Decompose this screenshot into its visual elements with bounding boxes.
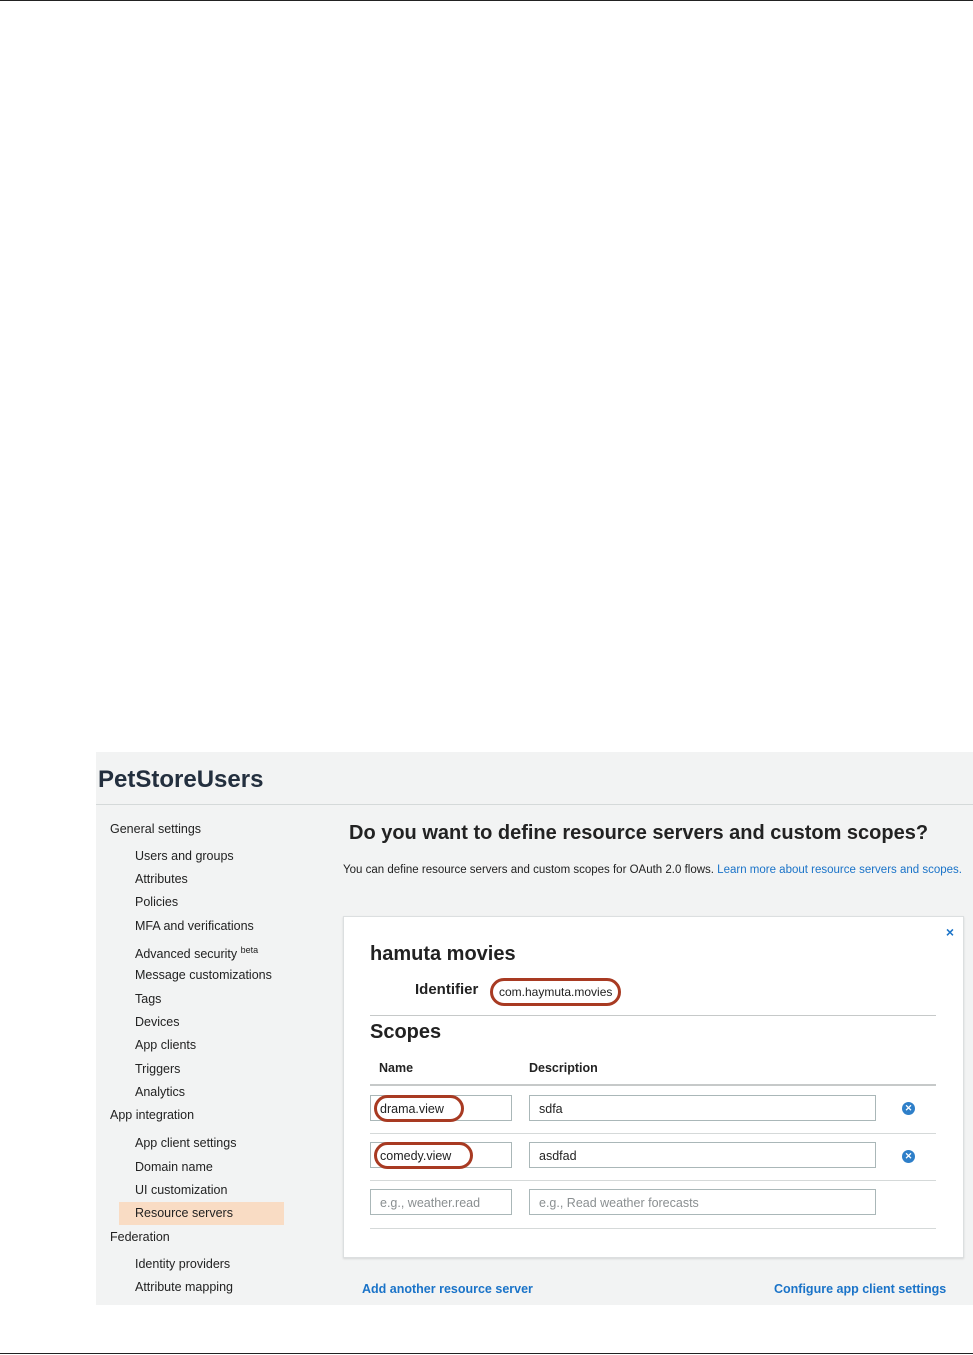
- header-divider: [96, 804, 973, 805]
- column-header-description: Description: [529, 1061, 598, 1075]
- sidebar-item-ui-customization[interactable]: UI customization: [135, 1183, 228, 1197]
- remove-scope-icon[interactable]: ✕: [902, 1150, 915, 1163]
- identifier-label: Identifier: [415, 981, 479, 998]
- close-icon[interactable]: ×: [945, 924, 954, 940]
- resource-server-card: [343, 916, 964, 1258]
- row-divider: [370, 1228, 936, 1229]
- user-pool-title: PetStoreUsers: [98, 766, 264, 793]
- sidebar-item-app-clients[interactable]: App clients: [135, 1038, 197, 1052]
- sidebar-item-attribute-mapping[interactable]: Attribute mapping: [135, 1280, 233, 1294]
- sidebar-item-resource-servers[interactable]: Resource servers: [135, 1206, 233, 1220]
- add-resource-server-link[interactable]: Add another resource server: [362, 1282, 533, 1296]
- document-top-rule: [0, 0, 973, 1]
- remove-scope-icon[interactable]: ✕: [902, 1102, 915, 1115]
- sidebar-item-advanced-security-label: Advanced security: [135, 947, 238, 962]
- sidebar-section-app-integration[interactable]: App integration: [110, 1108, 195, 1122]
- sidebar-item-app-client-settings[interactable]: App client settings: [135, 1136, 237, 1150]
- column-header-name: Name: [379, 1061, 414, 1075]
- sidebar-section-general-settings[interactable]: General settings: [110, 822, 202, 836]
- sidebar-item-policies[interactable]: Policies: [135, 895, 179, 909]
- cognito-console-screenshot: [96, 752, 973, 1305]
- sidebar-item-advanced-security[interactable]: [135, 945, 258, 961]
- row-divider: [370, 1180, 936, 1181]
- intro-text: You can define resource servers and custom scopes for OAuth 2.0 flows.: [343, 864, 714, 876]
- new-scope-description-input[interactable]: e.g., Read weather forecasts: [529, 1189, 876, 1215]
- beta-badge: beta: [240, 945, 259, 955]
- table-header-rule: [370, 1084, 936, 1086]
- scope-description-input[interactable]: sdfa: [529, 1095, 876, 1121]
- sidebar-item-tags[interactable]: Tags: [135, 992, 162, 1006]
- identifier-divider: [370, 1015, 936, 1016]
- sidebar-item-users-and-groups[interactable]: Users and groups: [135, 849, 234, 863]
- sidebar-item-attributes[interactable]: Attributes: [135, 872, 188, 886]
- scopes-heading: Scopes: [370, 1021, 442, 1043]
- intro-paragraph: [343, 862, 963, 878]
- sidebar-item-message-customizations[interactable]: Message customizations: [135, 968, 272, 982]
- identifier-value: com.haymuta.movies: [490, 978, 621, 1006]
- sidebar-item-mfa[interactable]: MFA and verifications: [135, 919, 254, 933]
- row-divider: [370, 1133, 936, 1134]
- scope-name-input[interactable]: drama.view: [370, 1095, 512, 1121]
- document-bottom-rule: [0, 1353, 973, 1354]
- learn-more-link[interactable]: Learn more about resource servers and scopes.: [717, 864, 962, 876]
- sidebar-section-federation[interactable]: Federation: [110, 1230, 170, 1244]
- page-title: Do you want to define resource servers and custom scopes?: [349, 822, 929, 844]
- sidebar-item-domain-name[interactable]: Domain name: [135, 1160, 213, 1174]
- sidebar-item-analytics[interactable]: Analytics: [135, 1085, 186, 1099]
- scope-description-input[interactable]: asdfad: [529, 1142, 876, 1168]
- resource-server-name: hamuta movies: [370, 943, 516, 965]
- scope-name-input[interactable]: comedy.view: [370, 1142, 512, 1168]
- new-scope-name-input[interactable]: e.g., weather.read: [370, 1189, 512, 1215]
- sidebar-item-triggers[interactable]: Triggers: [135, 1062, 181, 1076]
- configure-app-client-settings-link[interactable]: Configure app client settings: [774, 1282, 947, 1296]
- sidebar-item-identity-providers[interactable]: Identity providers: [135, 1257, 231, 1271]
- sidebar-item-devices[interactable]: Devices: [135, 1015, 180, 1029]
